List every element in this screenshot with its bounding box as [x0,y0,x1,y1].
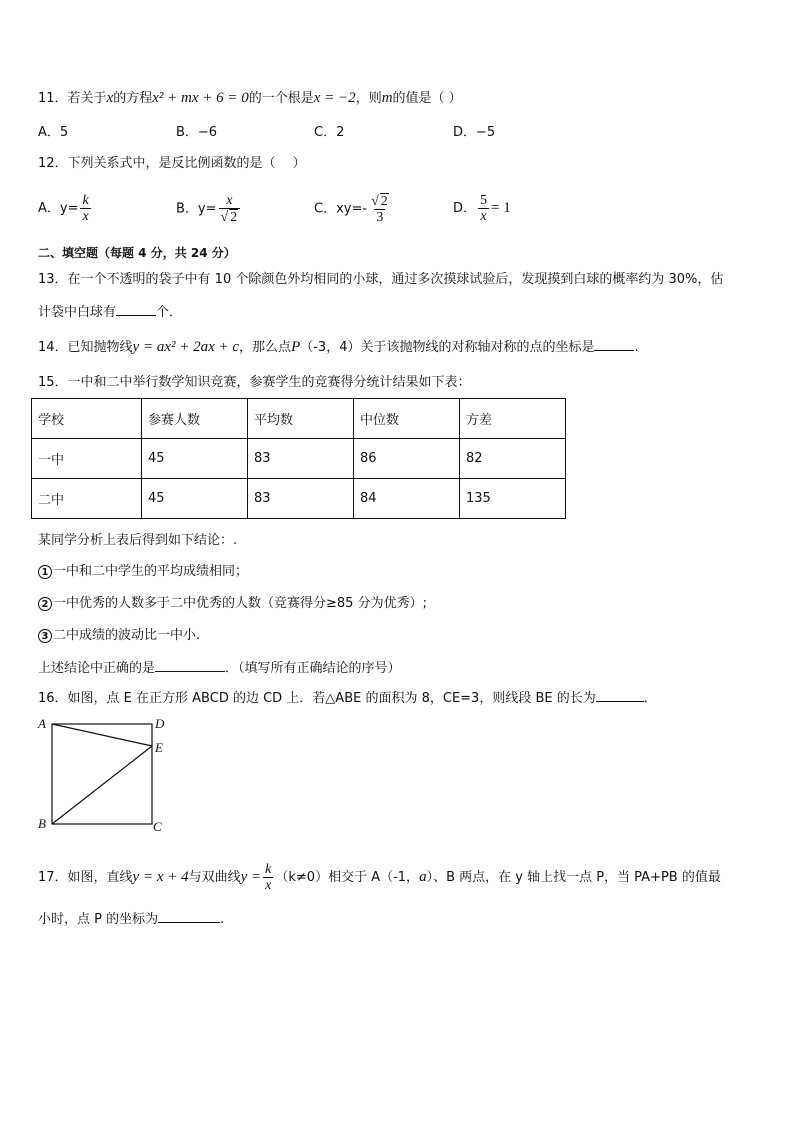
fraction: $\frac{k}{x}$ [265,862,272,893]
q11-option-b: B．−6 [176,125,218,140]
answer-blank[interactable] [155,659,225,672]
q11-option-d: D．−5 [453,125,496,140]
q15-conclusion-1: 1 一中和二中学生的平均成绩相同； [38,563,248,581]
section-heading: 二、填空题（每题 4 分，共 24 分） [38,246,236,260]
table-header-cell: 参赛人数 [142,399,248,439]
q12-option-b: B．y= $\frac{x}{√ 2}$ [176,193,242,225]
circled-number: 1 [38,565,52,579]
score-table [31,398,566,519]
table-header-cell: 方差 [460,399,566,439]
q14-stem: 14．已知抛物线y = ax² + 2ax + c，那么点P（-3，4）关于该抛物线的对称轴对称的点的坐标是 . [38,339,639,355]
table-cell: 83 [248,439,354,479]
q12-option-d: D． $\frac{5}{x}$ = 1 [453,193,511,224]
label-c: C [153,819,162,834]
table-cell: 86 [354,439,460,479]
fraction: $\frac{5}{x}$ [480,193,488,224]
q13-line2: 计袋中白球有 个． [38,305,183,320]
q17-line1: 17．如图，直线y = x + 4与双曲线y = $\frac{k}{x}$ （k≠0）相交于 A（-1，a）、B 两点，在 y 轴上找一点 P，当 PA+PB 的值最 [38,862,721,893]
q13-line1: 13．在一个不透明的袋子中有 10 个除颜色外均相同的小球，通过多次摸球试验后，发现摸到白球的概率约为 30%，估 [38,272,724,287]
square-figure [36,714,166,836]
table-cell: 82 [460,439,566,479]
table-header-cell: 平均数 [248,399,354,439]
table-row [32,479,566,519]
q15-answer: 上述结论中正确的是 ．（填写所有正确结论的序号） [38,661,401,676]
table-header-row [32,399,566,439]
segment-ae [52,724,152,746]
table-row [32,439,566,479]
table-cell: 83 [248,479,354,519]
segment-be [52,746,152,824]
label-a: A [38,716,46,731]
table-cell: 84 [354,479,460,519]
q15-analysis: 某同学分析上表后得到如下结论：. [38,533,238,548]
sqrt-sign: √ [371,194,379,209]
table-cell: 二中 [32,479,142,519]
square-abcd [52,724,152,824]
table-cell: 一中 [32,439,142,479]
q11-root: x = −2 [313,90,356,106]
circled-number: 2 [38,597,52,611]
answer-blank[interactable] [596,689,644,702]
table-cell: 45 [142,439,248,479]
label-d: D [155,716,165,731]
answer-blank[interactable] [594,338,634,351]
q12-option-a: A．y= $\frac{k}{x}$ [38,193,89,224]
q14-equation: y = ax² + 2ax + c [132,339,240,355]
q12-option-c: C．xy=- $\frac{√ 2}{3}$ [314,193,393,225]
fraction: $\frac{x}{√ 2}$ [219,193,241,225]
answer-blank[interactable] [158,910,220,923]
circled-number: 3 [38,629,52,643]
q15-intro: 15．一中和二中举行数学知识竞赛，参赛学生的竞赛得分统计结果如下表： [38,375,471,390]
q16-stem: 16．如图，点 E 在正方形 ABCD 的边 CD 上．若△ABE 的面积为 8，CE=3，则线段 BE 的长为 ． [38,691,657,706]
label-b: B [38,816,46,831]
q11-equation: x² + mx + 6 = 0 [152,90,249,106]
label-e: E [155,740,163,755]
q17-line-equation: y = x + 4 [132,869,189,885]
table-header-cell: 中位数 [354,399,460,439]
q15-conclusion-3: 3 二中成绩的波动比一中小. [38,627,200,645]
sqrt-sign: √ [220,210,229,225]
q11-option-c: C．2 [314,125,345,140]
table-cell: 135 [460,479,566,519]
answer-blank[interactable] [116,303,156,316]
q12-stem: 12．下列关系式中，是反比例函数的是（ ） [38,156,306,171]
q11-stem: 11．若关于x的方程x² + mx + 6 = 0的一个根是x = −2，则m的值是（ ） [38,90,462,106]
fraction: $\frac{√ 2}{3}$ [371,194,388,225]
table-cell: 45 [142,479,248,519]
q17-line2: 小时，点 P 的坐标为 . [38,912,225,927]
table-header-cell: 学校 [32,399,142,439]
q15-conclusion-2: 2 一中优秀的人数多于二中优秀的人数（竞赛得分≥85 分为优秀）; [38,595,427,613]
fraction: $\frac{k}{x}$ [82,193,89,224]
q11-option-a: A．5 [38,125,69,140]
